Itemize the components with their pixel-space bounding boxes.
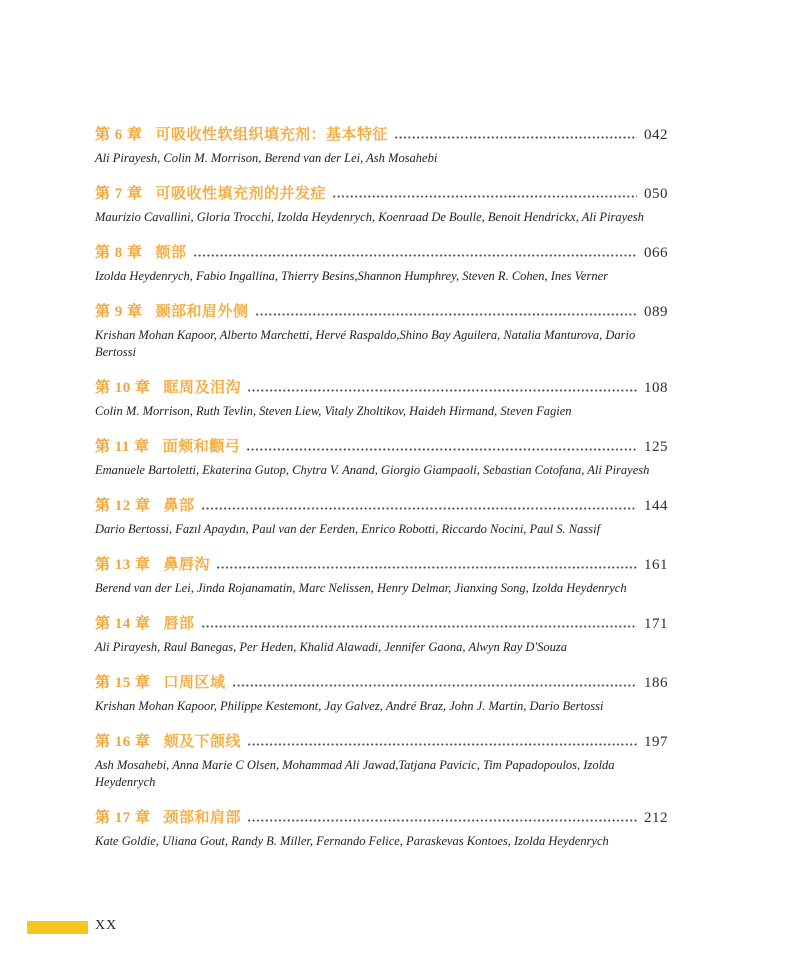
chapter-title: 鼻部 (163, 498, 195, 514)
chapter-heading-line (95, 301, 668, 323)
page-folio: XX (95, 918, 118, 933)
chapter-page-number: 050 (644, 186, 668, 202)
dot-leader (332, 192, 637, 201)
toc-entry (95, 301, 668, 361)
table-of-contents (95, 124, 668, 866)
chapter-label: 第 9 章 (95, 304, 143, 320)
chapter-authors: Ali Pirayesh, Raul Banegas, Per Heden, Khalid Alawadi, Jennifer Gaona, Alwyn Ray D'Souza (95, 640, 567, 654)
chapter-page-number: 125 (644, 439, 668, 455)
chapter-heading-line (95, 672, 668, 694)
chapter-authors: Dario Bertossi, Fazıl Apaydın, Paul van der Eerden, Enrico Robotti, Riccardo Nocini, Paul S. Nassif (95, 522, 601, 536)
chapter-heading-line (95, 124, 668, 146)
chapter-heading-line (95, 436, 668, 458)
dot-leader (255, 310, 637, 319)
toc-entry (95, 242, 668, 285)
chapter-page-number: 161 (644, 557, 668, 573)
dot-leader (247, 816, 637, 825)
chapter-page-number: 066 (644, 245, 668, 261)
toc-entry (95, 807, 668, 850)
chapter-authors: Ash Mosahebi, Anna Marie C Olsen, Mohammad Ali Jawad,Tatjana Pavicic, Tim Papadopoulos, Izolda Heydenrych (95, 758, 615, 789)
chapter-label: 第 14 章 (95, 616, 151, 632)
chapter-authors: Maurizio Cavallini, Gloria Trocchi, Izolda Heydenrych, Koenraad De Boulle, Benoit Hendrickx, Ali Pirayesh (95, 210, 644, 224)
toc-entry (95, 183, 668, 226)
dot-leader (247, 740, 637, 749)
chapter-authors: Emanuele Bartoletti, Ekaterina Gutop, Chytra V. Anand, Giorgio Giampaoli, Sebastian Cotofana, Ali Pirayesh (95, 463, 650, 477)
chapter-page-number: 186 (644, 675, 668, 691)
chapter-page-number: 212 (644, 810, 668, 826)
dot-leader (216, 563, 637, 572)
toc-entry (95, 377, 668, 420)
toc-entry (95, 672, 668, 715)
dot-leader (193, 251, 637, 260)
chapter-heading-line (95, 613, 668, 635)
chapter-label: 第 17 章 (95, 810, 151, 826)
chapter-page-number: 144 (644, 498, 668, 514)
chapter-page-number: 171 (644, 616, 668, 632)
chapter-page-number: 108 (644, 380, 668, 396)
dot-leader (246, 445, 637, 454)
chapter-label: 第 13 章 (95, 557, 151, 573)
chapter-authors: Krishan Mohan Kapoor, Philippe Kestemont, Jay Galvez, André Braz, John J. Martin, Dario Bertossi (95, 699, 604, 713)
chapter-title: 可吸收性软组织填充剂：基本特征 (155, 127, 389, 143)
toc-entry (95, 436, 668, 479)
chapter-authors: Kate Goldie, Uliana Gout, Randy B. Miller, Fernando Felice, Paraskevas Kontoes, Izolda Heydenrych (95, 834, 609, 848)
dot-leader (201, 622, 637, 631)
toc-entry (95, 495, 668, 538)
dot-leader (247, 386, 637, 395)
chapter-heading-line (95, 377, 668, 399)
chapter-heading-line (95, 807, 668, 829)
chapter-title: 颏及下颌线 (163, 734, 242, 750)
chapter-heading-line (95, 731, 668, 753)
chapter-label: 第 11 章 (95, 439, 150, 455)
chapter-heading-line (95, 183, 668, 205)
chapter-heading-line (95, 554, 668, 576)
chapter-label: 第 8 章 (95, 245, 143, 261)
chapter-authors: Berend van der Lei, Jinda Rojanamatin, Marc Nelissen, Henry Delmar, Jianxing Song, Izolda Heydenrych (95, 581, 627, 595)
chapter-label: 第 6 章 (95, 127, 143, 143)
chapter-title: 鼻唇沟 (163, 557, 211, 573)
chapter-page-number: 197 (644, 734, 668, 750)
chapter-label: 第 10 章 (95, 380, 151, 396)
chapter-page-number: 042 (644, 127, 668, 143)
chapter-page-number: 089 (644, 304, 668, 320)
chapter-heading-line (95, 495, 668, 517)
chapter-authors: Krishan Mohan Kapoor, Alberto Marchetti, Hervé Raspaldo,Shino Bay Aguilera, Natalia Manturova, Dario Bertossi (95, 328, 636, 359)
chapter-title: 可吸收性填充剂的并发症 (155, 186, 327, 202)
chapter-title: 唇部 (163, 616, 195, 632)
chapter-label: 第 15 章 (95, 675, 151, 691)
chapter-authors: Izolda Heydenrych, Fabio Ingallina, Thierry Besins,Shannon Humphrey, Steven R. Cohen, Ines Verner (95, 269, 608, 283)
chapter-title: 额部 (155, 245, 187, 261)
chapter-title: 颞部和眉外侧 (155, 304, 249, 320)
dot-leader (232, 681, 637, 690)
dot-leader (394, 133, 637, 142)
toc-entry (95, 731, 668, 791)
toc-entry (95, 613, 668, 656)
chapter-heading-line (95, 242, 668, 264)
dot-leader (201, 504, 637, 513)
toc-entry (95, 554, 668, 597)
chapter-label: 第 7 章 (95, 186, 143, 202)
chapter-title: 口周区域 (163, 675, 226, 691)
chapter-label: 第 12 章 (95, 498, 151, 514)
chapter-title: 颈部和肩部 (163, 810, 242, 826)
toc-entry (95, 124, 668, 167)
chapter-label: 第 16 章 (95, 734, 151, 750)
chapter-authors: Ali Pirayesh, Colin M. Morrison, Berend van der Lei, Ash Mosahebi (95, 151, 438, 165)
chapter-title: 眶周及泪沟 (163, 380, 242, 396)
footer-accent-bar (27, 921, 88, 934)
chapter-authors: Colin M. Morrison, Ruth Tevlin, Steven Liew, Vitaly Zholtikov, Haideh Hirmand, Steven Fagien (95, 404, 572, 418)
chapter-title: 面颊和颧弓 (162, 439, 241, 455)
